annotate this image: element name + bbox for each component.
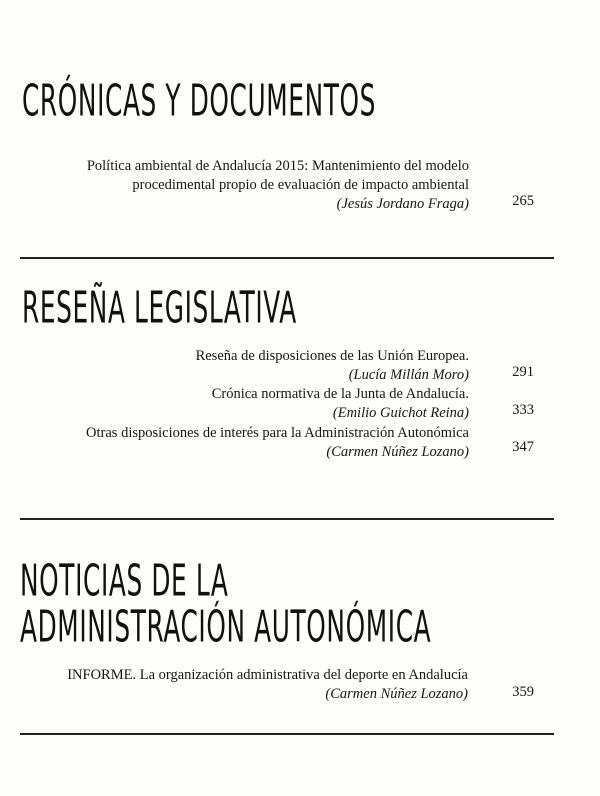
entry-page-number: 291 [512,364,534,380]
entry-title: procedimental propio de evaluación de impacto ambiental [132,177,469,193]
entry-title: Crónica normativa de la Junta de Andalucía. [211,386,469,402]
section-title-noticias-line1: NOTICIAS DE LA [20,556,229,607]
entry-author: (Jesús Jordano Fraga) [336,196,469,212]
entry-author: (Carmen Núñez Lozano) [326,444,469,460]
entry-author: (Emilio Guichot Reina) [332,405,469,421]
entry-title: Reseña de disposiciones de las Unión Europea. [195,348,469,364]
entry-title: Política ambiental de Andalucía 2015: Mantenimiento del modelo [86,158,469,174]
entry-title: Otras disposiciones de interés para la Administración Autonómica [86,425,469,441]
toc-entry [40,424,542,464]
entry-page-number: 347 [512,439,534,455]
section-divider [20,518,554,520]
toc-entry [60,157,542,215]
entry-page-number: 333 [512,402,534,418]
toc-entry [40,666,542,706]
section-divider [20,257,554,259]
section-title-noticias-line2: ADMINISTRACIÓN AUTONÓMICA [20,602,432,653]
section-title-resena: RESEÑA LEGISLATIVA [22,283,297,334]
entry-title: INFORME. La organización administrativa del deporte en Andalucía [67,667,468,683]
entry-page-number: 359 [512,684,534,700]
entry-page-number: 265 [512,193,534,209]
toc-entry [60,347,542,387]
section-divider [20,733,554,735]
entry-author: (Carmen Núñez Lozano) [325,686,468,702]
toc-entry [60,385,542,425]
entry-author: (Lucía Millán Moro) [348,367,469,383]
section-title-cronicas: CRÓNICAS Y DOCUMENTOS [22,76,377,127]
